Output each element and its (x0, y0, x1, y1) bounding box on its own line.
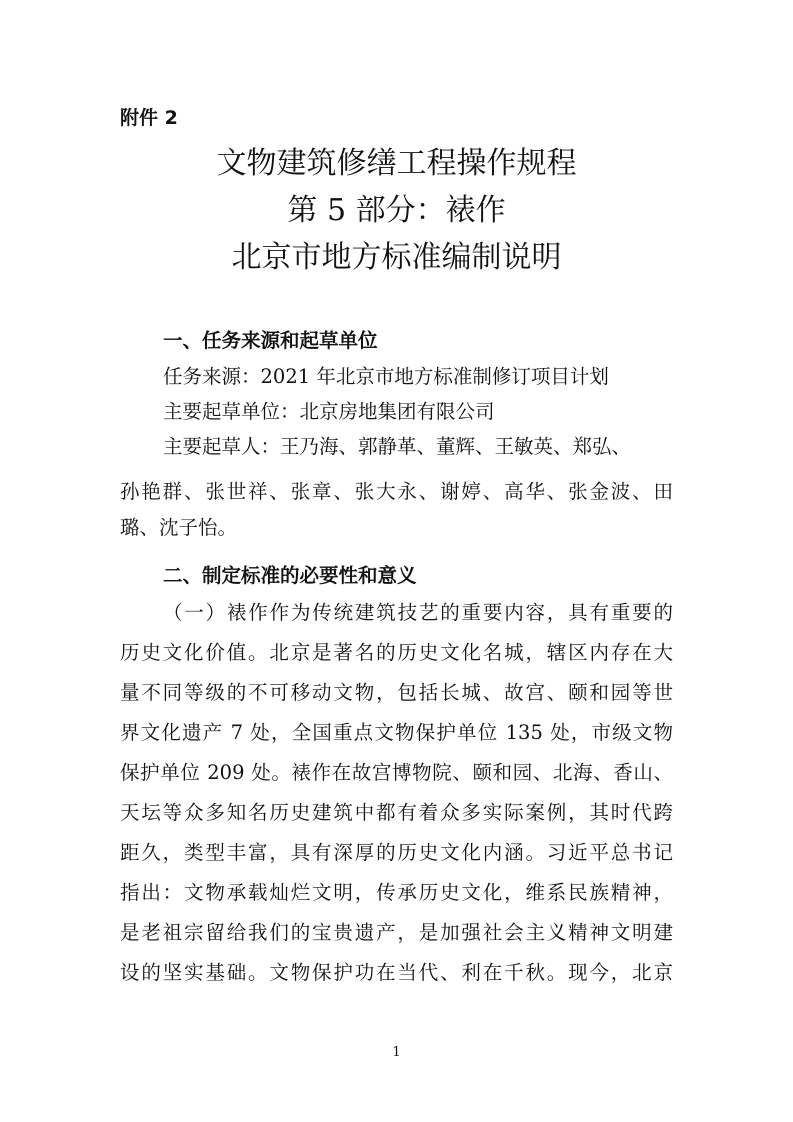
paragraph-line: 指出：文物承载灿烂文明，传承历史文化，维系民族精神， (120, 881, 673, 904)
paragraph-line: 保护单位 209 处。裱作在故宫博物院、颐和园、北海、香山、 (120, 761, 673, 784)
drafting-unit: 主要起草单位：北京房地集团有限公司 (163, 400, 495, 423)
section2-heading: 二、制定标准的必要性和意义 (163, 564, 417, 587)
paragraph-line: 距久，类型丰富，具有深厚的历史文化内涵。习近平总书记 (120, 841, 673, 864)
paragraph-line: 天坛等众多知名历史建筑中都有着众多实际案例，其时代跨 (120, 801, 673, 824)
task-source: 任务来源：2021 年北京市地方标准制修订项目计划 (163, 365, 609, 388)
page-number: 1 (392, 1045, 401, 1060)
section1-heading: 一、任务来源和起草单位 (163, 329, 378, 352)
drafters-line: 主要起草人：王乃海、郭静革、董辉、王敏英、郑弘、 (163, 435, 632, 458)
paragraph-line: 界文化遗产 7 处，全国重点文物保护单位 135 处，市级文物 (120, 721, 673, 744)
paragraph-line: 量不同等级的不可移动文物，包括长城、故宫、颐和园等世 (120, 681, 673, 704)
title-line-2: 第 5 部分：裱作 (287, 193, 506, 228)
drafters-line: 孙艳群、张世祥、张章、张大永、谢婷、高华、张金波、田 (120, 480, 673, 503)
drafters-line: 璐、沈子怡。 (120, 516, 238, 539)
attachment-label: 附件 2 (120, 107, 178, 129)
paragraph-line: 是老祖宗留给我们的宝贵遗产，是加强社会主义精神文明建 (120, 921, 673, 944)
paragraph-line: 历史文化价值。北京是著名的历史文化名城，辖区内存在大 (120, 641, 673, 664)
title-line-3: 北京市地方标准编制说明 (231, 240, 562, 275)
paragraph-line: （一）裱作作为传统建筑技艺的重要内容，具有重要的 (163, 601, 673, 624)
paragraph-line: 设的坚实基础。文物保护功在当代、利在千秋。现今，北京 (120, 961, 673, 984)
title-line-1: 文物建筑修缮工程操作规程 (216, 146, 577, 181)
